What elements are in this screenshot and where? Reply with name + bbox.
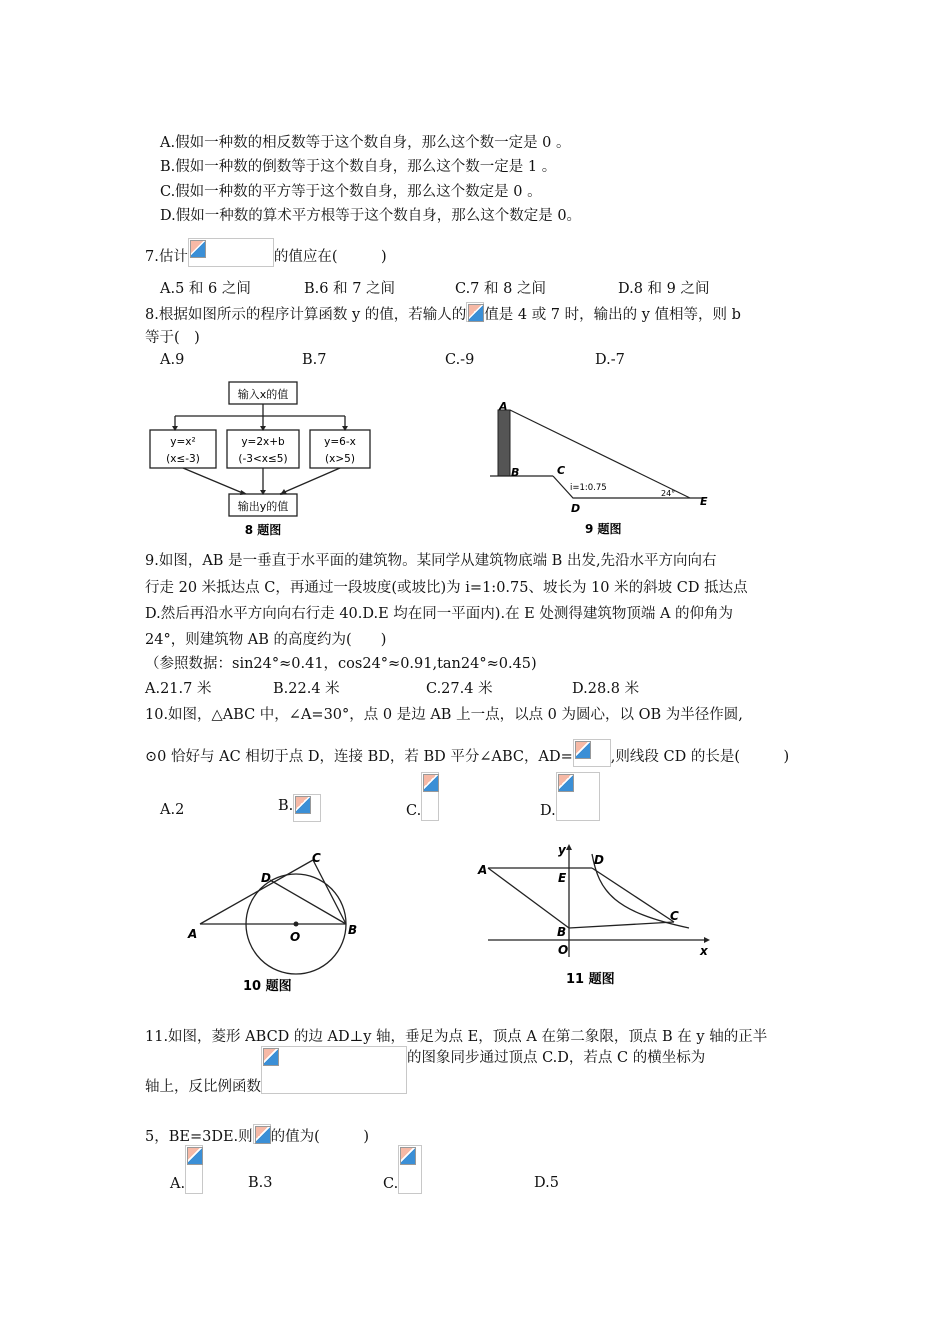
q10-line2-pre: ⊙0 恰好与 AC 相切于点 D，连接 BD，若 BD 平分∠ABC，AD= <box>145 749 573 765</box>
fig8-box3-eq: y=6-x <box>324 436 356 448</box>
fig8-box3-cond: (x>5) <box>325 453 355 465</box>
q8-option-c: C.-9 <box>445 352 475 368</box>
fig8-box2-eq: y=2x+b <box>241 436 285 448</box>
q6-option-c: C.假如一种数的平方等于这个数自身，那么这个数定是 0 。 <box>160 184 542 200</box>
fig11-caption: 11 题图 <box>566 972 615 987</box>
fig8-caption: 8 题图 <box>244 523 282 537</box>
q8-stem-line2: 等于( ) <box>145 330 200 346</box>
q11-line3 <box>145 1124 369 1146</box>
q8-line1-post: 值是 4 或 7 时，输出的 y 值相等，则 b <box>484 307 741 323</box>
q7-option-b: B.6 和 7 之间 <box>304 281 396 297</box>
fig11-b: B <box>557 925 567 939</box>
fig8-input-label: 输入x的值 <box>237 388 289 401</box>
formula-image-icon <box>253 1124 271 1144</box>
q11-option-d: D.5 <box>534 1175 559 1191</box>
fig9-e: E <box>700 495 708 508</box>
q8-option-d: D.-7 <box>595 352 625 368</box>
q9-line1: 9.如图，AB 是一垂直于水平面的建筑物。某同学从建筑物底端 B 出发,先沿水平方向向右 <box>145 553 717 569</box>
fig8-box1-cond: (x≤-3) <box>166 453 200 465</box>
q11-line3-pre: 5，BE=3DE.则 <box>145 1129 253 1145</box>
formula-image-icon <box>188 238 274 267</box>
fig11-e: E <box>558 871 567 885</box>
fig9-caption: 9 题图 <box>585 522 622 536</box>
q6-option-d: D.假如一种数的算术平方根等于这个数自身，那么这个数定是 0。 <box>160 208 582 224</box>
figure-9-slope <box>485 398 725 540</box>
q8-option-b: B.7 <box>302 352 327 368</box>
q8-stem-line1 <box>145 302 741 324</box>
fig10-caption: 10 题图 <box>243 979 292 994</box>
q9-option-d: D.28.8 米 <box>572 681 640 697</box>
q9-option-b: B.22.4 米 <box>273 681 340 697</box>
fig11-d: D <box>594 853 604 867</box>
q9-line2: 行走 20 米抵达点 C，再通过一段坡度(或坡比)为 i=1:0.75、坡长为 10 米的斜坡 CD 抵达点 <box>145 580 748 596</box>
figure-8-flowchart <box>145 378 375 538</box>
q9-line3: D.然后再沿水平方向向右行走 40.D.E 均在同一平面内).在 E 处测得建筑物顶端 A 的仰角为 <box>145 606 734 622</box>
fig10-o: O <box>290 930 301 944</box>
q8-line1-pre: 8.根据如图所示的程序计算函数 y 的值，若输人的 <box>145 307 467 323</box>
q10-option-c-label: C. <box>406 803 422 819</box>
q6-option-b: B.假如一种数的倒数等于这个数自身，那么这个数一定是 1 。 <box>160 159 557 175</box>
fig10-b: B <box>348 923 358 937</box>
q11-option-a <box>170 1145 203 1194</box>
fig11-a: A <box>478 863 488 877</box>
q9-line4: 24°，则建筑物 AB 的高度约为( ) <box>145 632 387 648</box>
q7-option-c: C.7 和 8 之间 <box>455 281 546 297</box>
q8-option-a: A.9 <box>160 352 185 368</box>
q11-option-c <box>383 1145 422 1194</box>
q11-line2-pre: 轴上，反比例函数 <box>145 1079 261 1095</box>
q11-line3-post: 的值为( ) <box>270 1129 369 1145</box>
fig9-c: C <box>557 464 566 477</box>
fig10-c: C <box>312 851 321 865</box>
q7-stem-post: 的值应在( ) <box>273 249 387 265</box>
fig10-d: D <box>261 871 271 885</box>
building-ab <box>498 410 510 476</box>
q10-option-b-label: B. <box>278 798 294 814</box>
fig9-a: A <box>499 400 508 413</box>
fig8-output-label: 输出y的值 <box>237 500 289 513</box>
fig10-a: A <box>188 927 198 941</box>
fig9-slope-label: i=1:0.75 <box>570 483 607 493</box>
q11-option-c-label: C. <box>383 1176 399 1192</box>
formula-image-icon <box>421 772 439 821</box>
formula-image-icon <box>293 794 321 822</box>
fig11-o: O <box>558 943 569 957</box>
q9-line5: （参照数据：sin24°≈0.41，cos24°≈0.91,tan24°≈0.45) <box>145 656 537 672</box>
q7-option-a: A.5 和 6 之间 <box>160 281 251 297</box>
formula-image-icon <box>185 1145 203 1194</box>
formula-image-icon <box>466 302 484 322</box>
q6-option-a: A.假如一种数的相反数等于这个数自身，那么这个数一定是 0 。 <box>160 135 571 151</box>
q7-stem-pre: 7.估计 <box>145 249 188 265</box>
fig8-box1-eq: y=x² <box>170 436 196 448</box>
q11-line2-post: 的图象同步通过顶点 C.D，若点 C 的横坐标为 <box>407 1050 706 1066</box>
q10-line2-post: ,则线段 CD 的长是( ) <box>610 749 790 765</box>
fig11-x: x <box>700 944 708 958</box>
q10-option-d-label: D. <box>540 803 556 819</box>
fig11-y: y <box>558 843 566 857</box>
q10-option-d <box>540 772 600 821</box>
q11-line2 <box>145 1046 705 1094</box>
q9-option-a: A.21.7 米 <box>145 681 212 697</box>
q10-option-b <box>278 794 321 822</box>
q11-option-a-label: A. <box>170 1176 186 1192</box>
fig9-b: B <box>511 466 520 479</box>
fig11-c: C <box>670 909 679 923</box>
q9-option-c: C.27.4 米 <box>426 681 493 697</box>
fig9-angle-label: 24° <box>661 489 676 498</box>
q10-option-a: A.2 <box>160 802 185 818</box>
q10-line2 <box>145 739 789 767</box>
q10-line1: 10.如图，△ABC 中，∠A=30°，点 0 是边 AB 上一点，以点 0 为圆心，以 OB 为半径作圆, <box>145 707 743 723</box>
q11-option-b: B.3 <box>248 1175 273 1191</box>
center-o <box>294 922 299 927</box>
formula-image-icon <box>398 1145 422 1194</box>
fig9-d: D <box>571 502 581 515</box>
figure-10-circle <box>178 848 378 998</box>
figure-11-rhombus <box>474 842 714 997</box>
q11-line1: 11.如图，菱形 ABCD 的边 AD⊥y 轴，垂足为点 E，顶点 A 在第二象限，顶点 B 在 y 轴的正半 <box>145 1029 768 1045</box>
q7-stem <box>145 238 387 267</box>
fig8-box2-cond: (-3<x≤5) <box>238 453 288 465</box>
q7-option-d: D.8 和 9 之间 <box>618 281 710 297</box>
q10-option-c <box>406 772 439 821</box>
formula-image-icon <box>261 1046 407 1094</box>
formula-image-icon <box>573 739 611 767</box>
formula-image-icon <box>556 772 600 821</box>
